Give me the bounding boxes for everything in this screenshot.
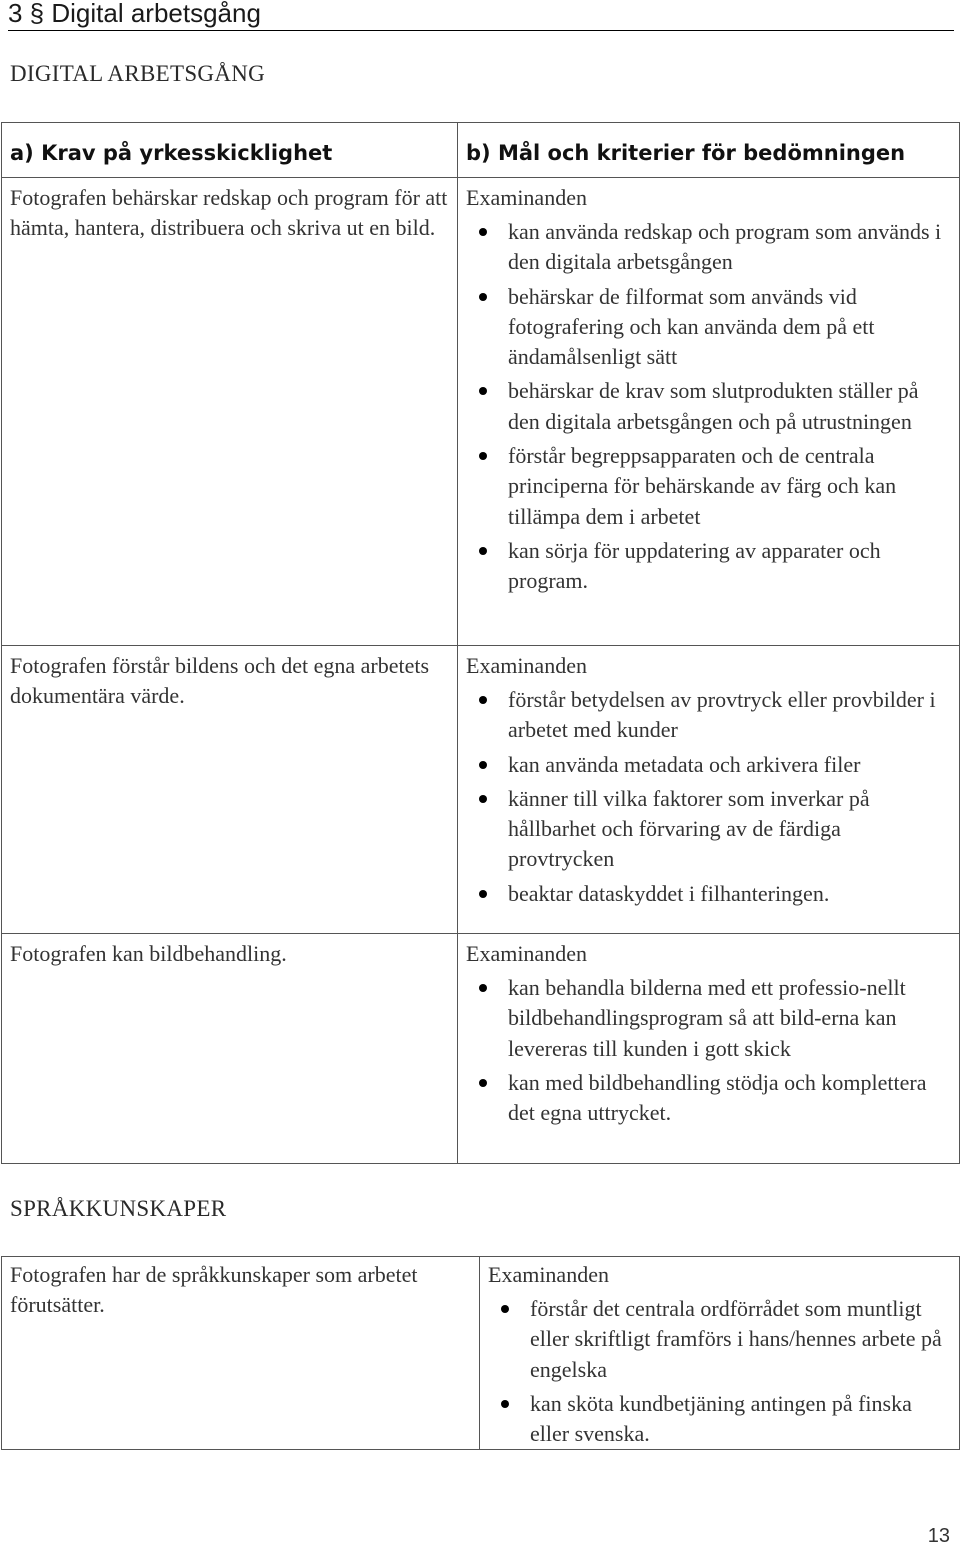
criteria-list — [466, 685, 951, 909]
bullet-icon — [479, 228, 487, 236]
bullet-icon — [501, 1400, 509, 1408]
requirement-text: Fotografen behärskar redskap och program för att hämta, hantera, distribuera och skriva ut en bild. — [10, 185, 448, 240]
criteria-item — [466, 1068, 951, 1129]
criteria-cell — [458, 178, 960, 646]
table-row — [2, 1257, 960, 1450]
criteria-item-text: förstår begreppsapparaten och de centrala principerna för behärskande av färg och kan tillämpa dem i arbetet — [508, 443, 897, 529]
requirement-cell — [2, 646, 458, 934]
criteria-item-text: kan behandla bilderna med ett professio-nellt bildbehandlingsprogram så att bild-erna kan levereras till kunden i gott skick — [508, 975, 906, 1061]
bullet-icon — [479, 293, 487, 301]
requirement-cell — [2, 1257, 480, 1450]
table-row — [2, 178, 960, 646]
criteria-item-text: kan använda redskap och program som används i den digitala arbetsgången — [508, 219, 942, 275]
criteria-item — [488, 1294, 951, 1385]
bullet-icon — [479, 984, 487, 992]
requirement-cell — [2, 934, 458, 1164]
table-header-row — [2, 123, 960, 178]
criteria-item-text: förstår det centrala ordförrådet som muntligt eller skriftligt framförs i hans/hennes arbete på engelska — [530, 1296, 942, 1382]
criteria-cell — [458, 646, 960, 934]
criteria-item-text: behärskar de krav som slutprodukten ställer på den digitala arbetsgången och på utrustningen — [508, 378, 919, 434]
criteria-intro: Examinanden — [466, 941, 587, 966]
criteria-item-text: förstår betydelsen av provtryck eller provbilder i arbetet med kunder — [508, 687, 936, 743]
criteria-item — [466, 441, 951, 532]
criteria-item-text: känner till vilka faktorer som inverkar på hållbarhet och förvaring av de färdiga provtrycken — [508, 785, 870, 872]
bullet-icon — [501, 1305, 509, 1313]
requirement-text: Fotografen förstår bildens och det egna arbetets dokumentära värde. — [10, 653, 430, 708]
section-title-digital: DIGITAL ARBETSGÅNG — [10, 61, 266, 86]
criteria-item-text: kan sörja för uppdatering av apparater och program. — [508, 537, 881, 594]
requirement-text: Fotografen har de språkkunskaper som arbetet förutsätter. — [10, 1262, 418, 1317]
bullet-icon — [479, 1079, 487, 1087]
criteria-item — [466, 217, 951, 278]
criteria-intro: Examinanden — [488, 1262, 609, 1287]
criteria-list — [488, 1294, 951, 1449]
criteria-item — [466, 536, 951, 597]
criteria-table-language — [1, 1256, 960, 1450]
criteria-item — [466, 973, 951, 1064]
requirement-text: Fotografen kan bildbehandling. — [10, 941, 287, 966]
page-heading: 3 § Digital arbetsgång — [8, 0, 954, 31]
criteria-cell — [480, 1257, 960, 1450]
criteria-item — [466, 750, 951, 780]
bullet-icon — [479, 452, 487, 460]
criteria-item-text: beaktar dataskyddet i filhanteringen. — [508, 880, 830, 906]
bullet-icon — [479, 795, 487, 803]
criteria-list — [466, 217, 951, 597]
column-header-requirements: a) Krav på yrkesskicklighet — [2, 123, 458, 178]
bullet-icon — [479, 761, 487, 769]
bullet-icon — [479, 696, 487, 704]
criteria-item — [466, 879, 951, 909]
criteria-intro: Examinanden — [466, 653, 587, 678]
section-title-language: SPRÅKKUNSKAPER — [10, 1196, 227, 1221]
criteria-item — [466, 376, 951, 437]
criteria-item-text: kan använda metadata och arkivera filer — [508, 751, 861, 777]
requirement-cell — [2, 178, 458, 646]
criteria-list — [466, 973, 951, 1128]
page-number: 13 — [927, 1525, 950, 1547]
criteria-table-digital — [1, 122, 960, 1164]
criteria-item — [466, 784, 951, 875]
bullet-icon — [479, 547, 487, 555]
criteria-item — [466, 685, 951, 746]
criteria-item-text: kan med bildbehandling stödja och komplettera det egna uttrycket. — [508, 1069, 927, 1126]
bullet-icon — [479, 890, 487, 898]
criteria-item-text: kan sköta kundbetjäning antingen på finska eller svenska. — [530, 1390, 912, 1447]
bullet-icon — [479, 387, 487, 395]
table-row — [2, 934, 960, 1164]
criteria-item-text: behärskar de filformat som används vid fotografering och kan använda dem på ett ändamålsenligt sätt — [508, 283, 875, 370]
table-row — [2, 646, 960, 934]
criteria-cell — [458, 934, 960, 1164]
criteria-intro: Examinanden — [466, 185, 587, 210]
column-header-criteria: b) Mål och kriterier för bedömningen — [458, 123, 960, 178]
criteria-item — [466, 282, 951, 373]
criteria-item — [488, 1389, 951, 1450]
